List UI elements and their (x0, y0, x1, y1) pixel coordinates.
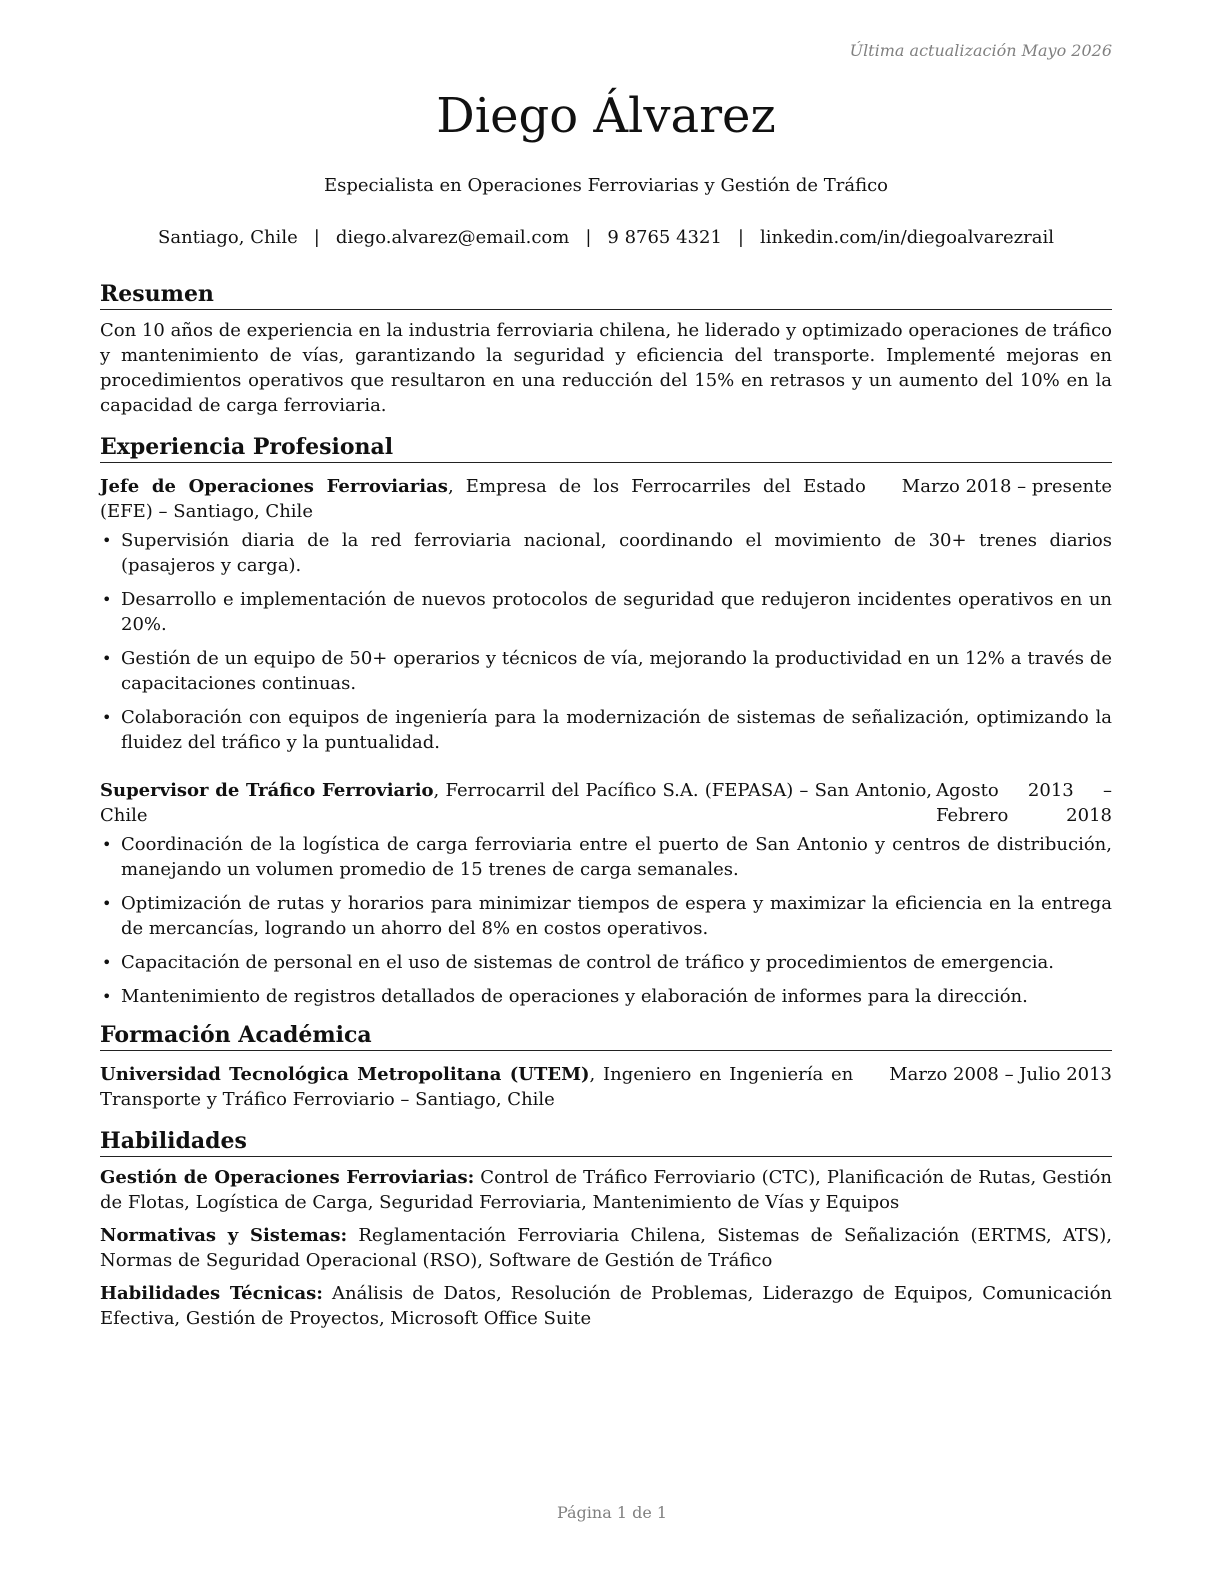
job-bullets (100, 832, 1112, 1009)
list-item (100, 646, 1112, 696)
section-title-experience: Experiencia Profesional (100, 433, 1112, 463)
job-org: , Ferrocarril del Pacífico S.A. (FEPASA) – San Antonio, Chile (100, 780, 933, 826)
list-item (100, 984, 1112, 1009)
candidate-name: Diego Álvarez (436, 88, 776, 144)
last-updated: Última actualización Mayo 2026 (849, 41, 1112, 60)
list-item (100, 587, 1112, 637)
contact-linkedin[interactable]: linkedin.com/in/diegoalvarezrail (759, 227, 1054, 248)
job-entry (100, 474, 1112, 755)
skill-group-label: Gestión de Operaciones Ferroviarias: (100, 1167, 475, 1188)
bullet-icon: • (102, 531, 112, 550)
list-item (100, 832, 1112, 882)
job-role-org (100, 474, 902, 524)
bullet-text: Capacitación de personal en el uso de sistemas de control de tráfico y procedimientos de emergencia. (121, 952, 1054, 973)
contact-email[interactable]: diego.alvarez@email.com (335, 227, 570, 248)
page-number: Página 1 de 1 (556, 1503, 668, 1522)
bullet-icon: • (102, 987, 112, 1006)
job-dates: Agosto 2013 – Febrero 2018 (936, 780, 1112, 826)
education-school: Universidad Tecnológica Metropolitana (UTEM) (100, 1064, 590, 1085)
section-title-education: Formación Académica (100, 1021, 1112, 1051)
education-dates: Marzo 2008 – Julio 2013 (889, 1064, 1112, 1085)
education-section (100, 1021, 1112, 1112)
summary-section (100, 280, 1112, 418)
list-item (100, 705, 1112, 755)
bullet-text: Supervisión diaria de la red ferroviaria nacional, coordinando el movimiento de 30+ trenes diarios (pasajeros y carga). (121, 530, 1112, 576)
contact-separator: | (585, 227, 592, 248)
bullet-text: Mantenimiento de registros detallados de operaciones y elaboración de informes para la dirección. (121, 986, 1028, 1007)
skill-group-text: Análisis de Datos, Resolución de Problemas, Liderazgo de Equipos, Comunicación Efectiva, Gestión de Proyectos, Microsoft Office Suite (100, 1283, 1112, 1329)
skill-group-text: Reglamentación Ferroviaria Chilena, Sistemas de Señalización (ERTMS, ATS), Normas de Seguridad Operacional (RSO), Software de Gestión de Tráfico (100, 1225, 1112, 1271)
job-header (100, 474, 1112, 524)
bullet-text: Colaboración con equipos de ingeniería para la modernización de sistemas de señalización, optimizando la fluidez del tráfico y la puntualidad. (121, 707, 1112, 753)
bullet-icon: • (102, 649, 112, 668)
bullet-text: Desarrollo e implementación de nuevos protocolos de seguridad que redujeron incidentes operativos en un 20%. (121, 589, 1112, 635)
candidate-title: Especialista en Operaciones Ferroviarias y Gestión de Tráfico (323, 175, 889, 196)
job-dates: Marzo 2018 – presente (901, 476, 1112, 497)
contact-location: Santiago, Chile (158, 227, 298, 248)
bullet-text: Coordinación de la logística de carga ferroviaria entre el puerto de San Antonio y centros de distribución, manejando un volumen promedio de 15 trenes de carga semanales. (121, 834, 1112, 880)
contact-separator: | (313, 227, 320, 248)
job-bullets (100, 528, 1112, 755)
education-degree: , Ingeniero en Ingeniería en Transporte y Tráfico Ferroviario – Santiago, Chile (100, 1064, 854, 1110)
job-entry (100, 778, 1112, 1009)
section-title-skills: Habilidades (100, 1127, 1112, 1157)
education-school-degree (100, 1062, 889, 1112)
skill-group (100, 1281, 1112, 1331)
bullet-icon: • (102, 894, 112, 913)
contact-phone: 9 8765 4321 (607, 227, 722, 248)
job-role-org (100, 778, 936, 828)
skill-group-text: Control de Tráfico Ferroviario (CTC), Planificación de Rutas, Gestión de Flotas, Logística de Carga, Seguridad Ferroviaria, Mantenimiento de Vías y Equipos (100, 1167, 1112, 1213)
bullet-icon: • (102, 708, 112, 727)
job-org: , Empresa de los Ferrocarriles del Estado (EFE) – Santiago, Chile (100, 476, 866, 522)
skill-group (100, 1223, 1112, 1273)
job-role: Jefe de Operaciones Ferroviarias (100, 476, 448, 497)
job-role: Supervisor de Tráfico Ferroviario (100, 780, 434, 801)
bullet-icon: • (102, 590, 112, 609)
education-entry (100, 1062, 1112, 1112)
bullet-text: Gestión de un equipo de 50+ operarios y técnicos de vía, mejorando la productividad en un 12% a través de capacitaciones continuas. (121, 648, 1112, 694)
contact-separator: | (737, 227, 744, 248)
list-item (100, 528, 1112, 578)
experience-section (100, 433, 1112, 1009)
skill-group (100, 1165, 1112, 1215)
skills-section (100, 1127, 1112, 1331)
list-item (100, 950, 1112, 975)
resume-page (100, 40, 1112, 1331)
summary-text: Con 10 años de experiencia en la industria ferroviaria chilena, he liderado y optimizado operaciones de tráfico y mantenimiento de vías, garantizando la seguridad y eficiencia del transporte. Implementé mejoras en procedimientos operativos que resultaron en una reducción del 15% en retrasos y un aumento del 10% en la capacidad de carga ferroviaria. (100, 320, 1112, 416)
skill-group-label: Normativas y Sistemas: (100, 1225, 348, 1246)
section-title-summary: Resumen (100, 280, 1112, 310)
job-header (100, 778, 1112, 828)
contact-line (100, 226, 1112, 250)
bullet-icon: • (102, 953, 112, 972)
list-item (100, 891, 1112, 941)
bullet-icon: • (102, 835, 112, 854)
skill-group-label: Habilidades Técnicas: (100, 1283, 323, 1304)
bullet-text: Optimización de rutas y horarios para minimizar tiempos de espera y maximizar la eficiencia en la entrega de mercancías, logrando un ahorro del 8% en costos operativos. (121, 893, 1112, 939)
